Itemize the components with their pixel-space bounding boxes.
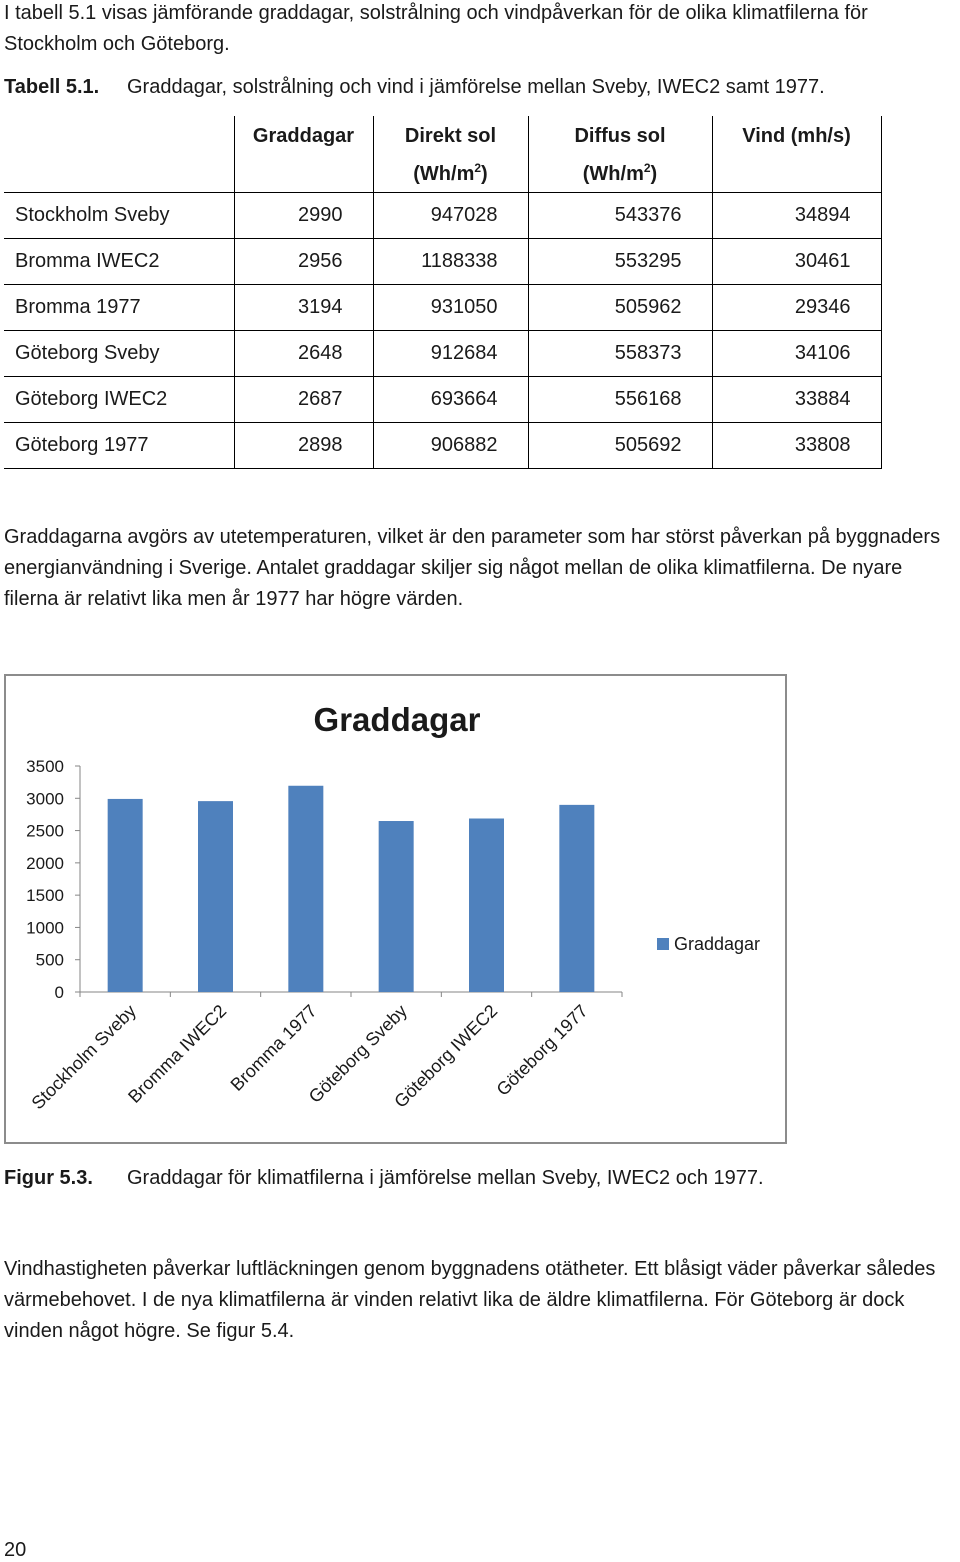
x-tick-label: Bromma IWEC2 <box>124 1000 231 1107</box>
figure-caption-text: Graddagar för klimatfilerna i jämförelse mellan Sveby, IWEC2 och 1977. <box>127 1167 764 1189</box>
cell-vind: 34894 <box>712 192 881 238</box>
header-direkt-sol: Direkt sol $(Wh/m^2)$ <box>373 116 528 192</box>
bar <box>108 799 143 992</box>
bar <box>379 821 414 992</box>
cell-graddagar: 2898 <box>234 422 373 468</box>
table-caption-label: Tabell 5.1. <box>4 76 100 98</box>
cell-diffus-sol: 556168 <box>528 376 712 422</box>
table-row <box>4 422 881 468</box>
row-name: Göteborg Sveby <box>4 330 234 376</box>
climate-comparison-table <box>4 116 882 469</box>
cell-vind: 33808 <box>712 422 881 468</box>
table-row <box>4 376 881 422</box>
row-name: Göteborg IWEC2 <box>4 376 234 422</box>
cell-direkt-sol: 931050 <box>373 284 528 330</box>
y-tick-label: 2000 <box>26 853 64 873</box>
cell-graddagar: 2990 <box>234 192 373 238</box>
header-vind: Vind (mh/s) <box>712 116 881 192</box>
header-graddagar: Graddagar <box>234 116 373 192</box>
bar <box>469 818 504 992</box>
header-diffus-sol: Diffus sol $(Wh/m^2)$ <box>528 116 712 192</box>
y-tick-label: 3500 <box>26 757 64 776</box>
table-row <box>4 330 881 376</box>
graddagar-chart <box>4 674 787 1144</box>
x-tick-label: Göteborg Sveby <box>304 1000 411 1107</box>
cell-graddagar: 2956 <box>234 238 373 284</box>
y-tick-label: 3000 <box>26 789 64 809</box>
x-tick-label: Bromma 1977 <box>226 1000 321 1095</box>
y-tick-label: 2500 <box>26 821 64 841</box>
cell-direkt-sol: 912684 <box>373 330 528 376</box>
page-number: 20 <box>4 1539 27 1561</box>
legend-label: Graddagar <box>674 934 761 954</box>
row-name: Bromma 1977 <box>4 284 234 330</box>
cell-vind: 33884 <box>712 376 881 422</box>
figure-caption-label: Figur 5.3. <box>4 1167 93 1189</box>
bar <box>559 805 594 992</box>
x-tick-label: Stockholm Sveby <box>27 1000 140 1114</box>
table-row <box>4 238 881 284</box>
cell-diffus-sol: 543376 <box>528 192 712 238</box>
cell-direkt-sol: 906882 <box>373 422 528 468</box>
cell-diffus-sol: 553295 <box>528 238 712 284</box>
legend-swatch <box>657 938 669 950</box>
row-name: Stockholm Sveby <box>4 192 234 238</box>
row-name: Bromma IWEC2 <box>4 238 234 284</box>
cell-direkt-sol: 1188338 <box>373 238 528 284</box>
table-corner-cell <box>4 116 234 192</box>
table-caption <box>4 74 825 100</box>
y-tick-label: 0 <box>54 983 64 1002</box>
cell-vind: 29346 <box>712 284 881 330</box>
bar <box>198 801 233 992</box>
table-header-row <box>4 116 881 192</box>
figure-caption <box>4 1165 764 1191</box>
cell-graddagar: 3194 <box>234 284 373 330</box>
table-row <box>4 192 881 238</box>
cell-vind: 30461 <box>712 238 881 284</box>
paragraph-vind: Vindhastigheten påverkar luftläckningen genom byggnadens otätheter. Ett blåsigt väder påverkar således värmebehovet. I de nya klimatfilerna är vinden relativt lika de äldre klimatfilerna. För Göteborg är dock vinden något högre. Se figur 5.4. <box>4 1258 936 1342</box>
y-tick-label: 1000 <box>26 918 64 938</box>
table-caption-text: Graddagar, solstrålning och vind i jämförelse mellan Sveby, IWEC2 samt 1977. <box>127 76 825 98</box>
table-row <box>4 284 881 330</box>
cell-direkt-sol: 693664 <box>373 376 528 422</box>
intro-paragraph: I tabell 5.1 visas jämförande graddagar, solstrålning och vindpåverkan för de olika klimatfilerna för Stockholm och Göteborg. <box>4 2 868 55</box>
cell-graddagar: 2648 <box>234 330 373 376</box>
y-tick-label: 1500 <box>26 886 64 906</box>
cell-diffus-sol: 505692 <box>528 422 712 468</box>
bar <box>288 786 323 992</box>
y-tick-label: 500 <box>35 950 64 970</box>
chart-title: Graddagar <box>313 701 481 738</box>
cell-diffus-sol: 558373 <box>528 330 712 376</box>
chart-svg <box>6 676 785 1142</box>
cell-diffus-sol: 505962 <box>528 284 712 330</box>
row-name: Göteborg 1977 <box>4 422 234 468</box>
x-tick-label: Göteborg IWEC2 <box>390 1000 502 1112</box>
paragraph-graddagar: Graddagarna avgörs av utetemperaturen, vilket är den parameter som har störst påverkan på byggnaders energianvändning i Sverige. Antalet graddagar skiljer sig något mellan de olika klimatfilerna. De nyare filerna är relativt lika men år 1977 har högre värden. <box>4 526 941 610</box>
cell-direkt-sol: 947028 <box>373 192 528 238</box>
x-tick-label: Göteborg 1977 <box>492 1000 592 1100</box>
cell-graddagar: 2687 <box>234 376 373 422</box>
cell-vind: 34106 <box>712 330 881 376</box>
